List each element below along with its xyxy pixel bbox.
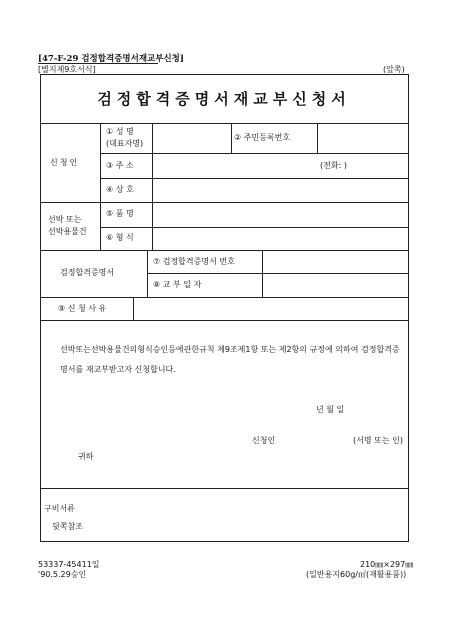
rrn-label: ② 주민등록번호 [234,133,291,142]
grid-line [231,123,232,153]
vessel-section-label-1: 선박 또는 [48,215,82,224]
footer-code: 53337-45411일 [38,560,100,569]
name-field[interactable] [153,124,230,152]
statement-text: 선박또는선박용물건의형식승인등에관한규칙 제9조제1항 또는 제2항의 규정에 의하여 검정합격증명서를 재교부받고자 신청합니다. [60,345,400,374]
grid-line [100,123,101,250]
name-label: ① 성 명 [106,127,134,136]
issue-date-label: ⑧ 교 부 일 자 [153,280,202,289]
model-label: ⑥ 형 식 [106,233,134,242]
model-field[interactable] [153,228,408,249]
form-code: [47-F-29 검정합격증명서재교부신청] [38,54,184,64]
issue-date-field[interactable] [263,274,408,296]
header-underline [38,63,158,64]
footer-paper: (일반용지60g/㎡(재활용품)) [306,570,407,579]
trade-name-label: ④ 상 호 [106,185,134,194]
documents-note: 뒷쪽참조 [52,522,83,531]
documents-label: 구비서류 [44,504,75,513]
grid-line [147,250,148,297]
reason-label: ⑨ 신 청 사 유 [58,304,107,313]
item-name-label: ⑤ 품 명 [106,209,134,218]
grid-line [40,320,409,321]
page-side: (앞쪽) [383,65,405,74]
address-label: ③ 주 소 [106,161,134,170]
name-sub-label: (대표자명) [106,139,144,148]
rrn-field[interactable] [318,124,408,152]
certificate-number-field[interactable] [263,251,408,272]
item-name-field[interactable] [153,203,408,226]
applicant-signature-label: 신청인 [252,436,276,445]
signature-note: (서명 또는 인) [353,436,403,445]
form-number: [별지제9호서식] [38,65,96,74]
addressee: 귀하 [78,452,94,461]
grid-line [40,488,409,489]
address-field[interactable] [153,154,313,177]
certificate-section-label: 검정합격증명서 [60,268,115,277]
footer-size: 210㎜×297㎜ [360,560,414,569]
reason-field[interactable] [134,298,408,319]
phone-label: (전화: ) [320,161,347,170]
trade-name-field[interactable] [153,179,408,201]
certificate-number-label: ⑦ 검정합격증명서 번호 [153,257,235,266]
page-title: 검정합격증명서재교부신청서 [97,90,351,108]
date-line: 년 월 일 [316,405,345,414]
vessel-section-label-2: 선박용물건 [48,227,87,236]
footer-approval: '90.5.29승인 [38,570,87,579]
applicant-section-label: 신청인 [50,158,80,167]
